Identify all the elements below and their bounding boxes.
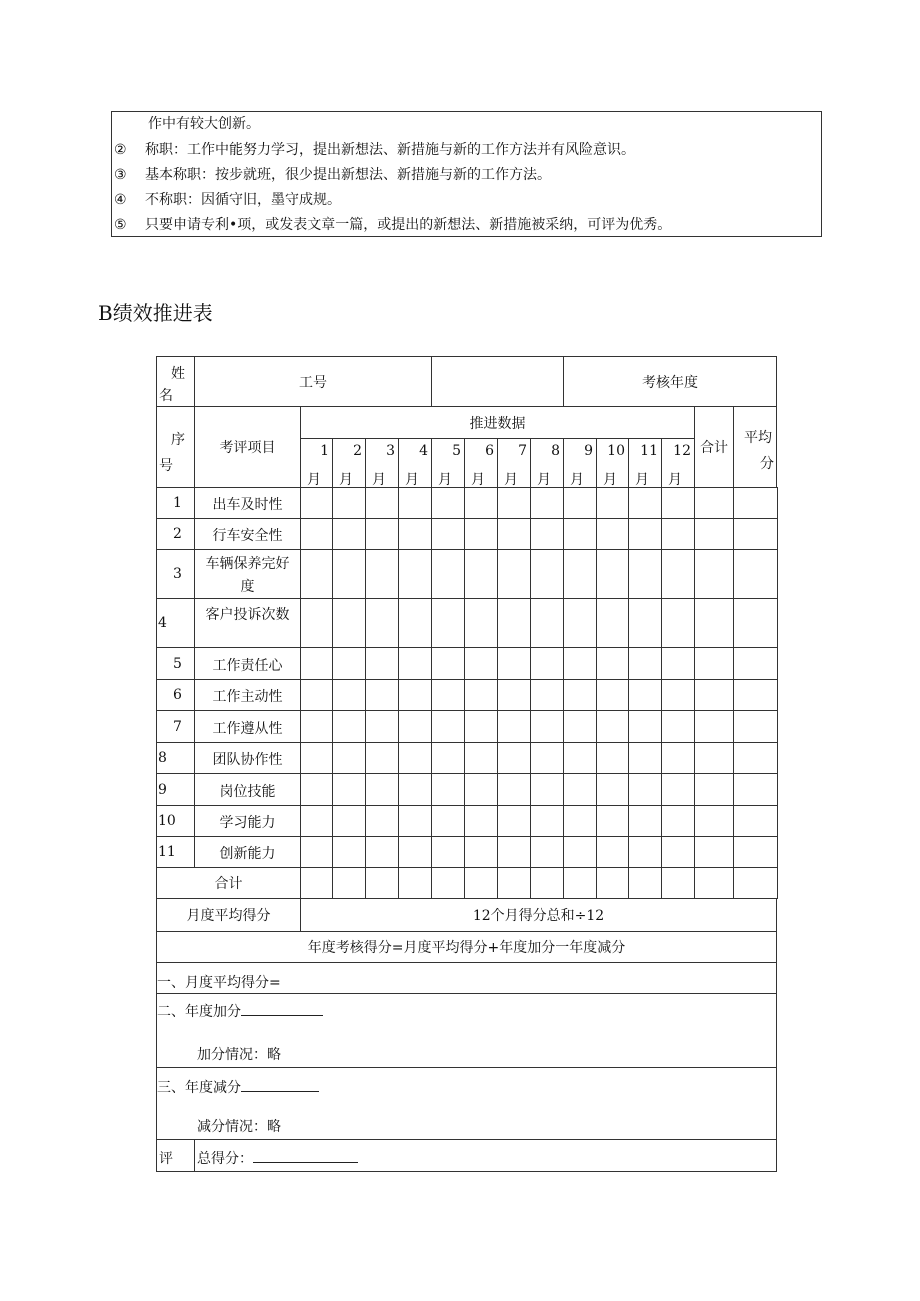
score-cell[interactable] <box>596 549 629 599</box>
score-cell[interactable] <box>497 742 531 774</box>
score-cell[interactable] <box>431 836 465 868</box>
job-number-label: 工号 <box>299 374 327 391</box>
month-number: 2 <box>353 443 362 459</box>
month-unit: 月 <box>635 472 649 488</box>
score-cell[interactable] <box>464 549 498 599</box>
score-cell[interactable] <box>365 773 399 806</box>
total-score-cell[interactable] <box>661 867 695 899</box>
score-cell[interactable] <box>733 773 778 806</box>
month-header <box>398 438 432 488</box>
score-cell[interactable] <box>464 598 498 648</box>
row-number: 2 <box>173 526 182 542</box>
row-number-cell <box>156 773 195 806</box>
score-cell[interactable] <box>563 487 597 519</box>
row-number-cell <box>156 647 195 680</box>
score-cell[interactable] <box>596 679 629 711</box>
row-number-cell <box>156 549 195 599</box>
total-score-cell[interactable] <box>398 867 432 899</box>
score-cell[interactable] <box>300 836 333 868</box>
month-unit: 月 <box>668 472 682 488</box>
score-cell[interactable] <box>530 487 564 519</box>
score-cell[interactable] <box>497 710 531 743</box>
total-row-label: 合计 <box>156 867 301 899</box>
score-cell[interactable] <box>694 836 734 868</box>
score-cell[interactable] <box>628 742 662 774</box>
score-cell[interactable] <box>365 710 399 743</box>
score-cell[interactable] <box>431 549 465 599</box>
year-cell[interactable] <box>563 356 777 407</box>
score-cell[interactable] <box>563 742 597 774</box>
score-cell[interactable] <box>497 773 531 806</box>
seq-header: 序 号 <box>156 406 195 488</box>
score-cell[interactable] <box>365 598 399 648</box>
row-item-cell <box>194 679 301 711</box>
month-header <box>431 438 465 488</box>
score-cell[interactable] <box>661 647 695 680</box>
month-header <box>628 438 662 488</box>
score-cell[interactable] <box>464 773 498 806</box>
score-cell[interactable] <box>398 549 432 599</box>
score-cell[interactable] <box>300 518 333 550</box>
score-cell[interactable] <box>300 742 333 774</box>
month-number: 10 <box>607 443 625 459</box>
score-cell[interactable] <box>332 710 366 743</box>
score-cell[interactable] <box>628 805 662 837</box>
score-cell[interactable] <box>596 710 629 743</box>
month-header <box>300 438 333 488</box>
score-cell[interactable] <box>530 836 564 868</box>
total-score-cell[interactable] <box>300 867 333 899</box>
score-cell[interactable] <box>628 710 662 743</box>
section-title: B绩效推进表 <box>98 301 213 325</box>
month-unit: 月 <box>603 472 617 488</box>
month-number: 8 <box>551 443 560 459</box>
month-unit: 月 <box>438 472 452 488</box>
month-number: 3 <box>386 443 395 459</box>
row-number: 3 <box>173 566 182 582</box>
score-cell[interactable] <box>733 647 778 680</box>
total-score-cell[interactable] <box>497 867 531 899</box>
score-cell[interactable] <box>398 487 432 519</box>
name-label-cell: 姓 名 <box>156 356 195 407</box>
score-cell[interactable] <box>628 518 662 550</box>
month-number: 5 <box>452 443 461 459</box>
annual-formula: 年度考核得分=月度平均得分+年度加分一年度减分 <box>156 931 777 963</box>
score-cell[interactable] <box>464 518 498 550</box>
score-cell[interactable] <box>661 487 695 519</box>
score-cell[interactable] <box>530 742 564 774</box>
score-cell[interactable] <box>530 549 564 599</box>
score-cell[interactable] <box>733 836 778 868</box>
score-cell[interactable] <box>628 549 662 599</box>
score-cell[interactable] <box>300 598 333 648</box>
data-header: 推进数据 <box>300 406 695 439</box>
row-number-cell <box>156 805 195 837</box>
row-number-cell <box>156 518 195 550</box>
row-number: 7 <box>173 718 182 735</box>
score-cell[interactable] <box>300 679 333 711</box>
total-score-cell[interactable] <box>332 867 366 899</box>
month-header <box>530 438 564 488</box>
eval-label-cell: 评 <box>156 1139 195 1172</box>
row-number-cell <box>156 742 195 774</box>
score-cell[interactable] <box>300 487 333 519</box>
score-cell[interactable] <box>300 805 333 837</box>
score-cell[interactable] <box>661 518 695 550</box>
score-cell[interactable] <box>694 742 734 774</box>
score-cell[interactable] <box>661 598 695 648</box>
score-cell[interactable] <box>596 647 629 680</box>
row-item-name: 行车安全性 <box>212 528 283 544</box>
score-cell[interactable] <box>733 598 778 648</box>
score-cell[interactable] <box>733 710 778 743</box>
score-cell[interactable] <box>431 518 465 550</box>
row-item-cell <box>194 710 301 743</box>
score-cell[interactable] <box>563 710 597 743</box>
total-score-underline[interactable] <box>253 1148 358 1163</box>
score-cell[interactable] <box>332 805 366 837</box>
score-cell[interactable] <box>497 647 531 680</box>
score-cell[interactable] <box>628 773 662 806</box>
month-header <box>563 438 597 488</box>
score-cell[interactable] <box>332 598 366 648</box>
score-cell[interactable] <box>596 836 629 868</box>
row-number-cell <box>156 710 195 743</box>
row-item-cell <box>194 487 301 519</box>
score-cell[interactable] <box>563 805 597 837</box>
month-unit: 月 <box>372 472 386 488</box>
score-cell[interactable] <box>694 598 734 648</box>
score-cell[interactable] <box>661 773 695 806</box>
month-header <box>596 438 629 488</box>
annual-deduction-row[interactable]: 三、年度减分 减分情况：略 <box>156 1067 777 1140</box>
score-cell[interactable] <box>464 679 498 711</box>
score-cell[interactable] <box>563 679 597 711</box>
score-cell[interactable] <box>365 679 399 711</box>
month-unit: 月 <box>339 472 353 488</box>
score-cell[interactable] <box>431 805 465 837</box>
row-number: 9 <box>158 781 167 798</box>
month-unit: 月 <box>405 472 419 488</box>
row-item-name: 客户投诉次数 <box>205 607 290 623</box>
score-cell[interactable] <box>300 647 333 680</box>
row-item-name: 岗位技能 <box>219 783 276 800</box>
row-number: 10 <box>158 813 176 829</box>
score-cell[interactable] <box>431 598 465 648</box>
score-cell[interactable] <box>563 773 597 806</box>
month-number: 7 <box>518 443 527 459</box>
month-number: 4 <box>419 443 428 459</box>
score-cell[interactable] <box>398 836 432 868</box>
score-cell[interactable] <box>530 679 564 711</box>
month-header <box>464 438 498 488</box>
score-cell[interactable] <box>661 549 695 599</box>
total-score-cell[interactable] <box>530 867 564 899</box>
score-cell[interactable] <box>563 518 597 550</box>
row-item-cell <box>194 518 301 550</box>
score-cell[interactable] <box>464 647 498 680</box>
score-cell[interactable] <box>365 836 399 868</box>
score-cell[interactable] <box>694 710 734 743</box>
score-cell[interactable] <box>300 549 333 599</box>
row-item-cell <box>194 598 301 648</box>
total-score-cell[interactable] <box>431 867 465 899</box>
score-cell[interactable] <box>596 742 629 774</box>
score-cell[interactable] <box>300 710 333 743</box>
row-item-name-line2: 度 <box>240 579 255 595</box>
score-cell[interactable] <box>733 487 778 519</box>
score-cell[interactable] <box>431 742 465 774</box>
score-cell[interactable] <box>464 836 498 868</box>
row-item-name: 工作遵从性 <box>212 720 283 737</box>
score-cell[interactable] <box>628 836 662 868</box>
month-number: 11 <box>640 443 658 459</box>
score-cell[interactable] <box>398 742 432 774</box>
score-cell[interactable] <box>661 836 695 868</box>
score-cell[interactable] <box>530 805 564 837</box>
score-cell[interactable] <box>464 487 498 519</box>
score-cell[interactable] <box>733 679 778 711</box>
score-cell[interactable] <box>661 679 695 711</box>
score-cell[interactable] <box>628 598 662 648</box>
score-cell[interactable] <box>398 647 432 680</box>
score-cell[interactable] <box>694 773 734 806</box>
row-number-cell <box>156 598 195 648</box>
month-unit: 月 <box>471 472 485 488</box>
year-label: 考核年度 <box>642 374 698 391</box>
score-cell[interactable] <box>497 518 531 550</box>
score-cell[interactable] <box>398 598 432 648</box>
score-cell[interactable] <box>398 518 432 550</box>
row-number: 4 <box>158 615 167 631</box>
score-cell[interactable] <box>733 549 778 599</box>
score-cell[interactable] <box>596 598 629 648</box>
month-header <box>365 438 399 488</box>
score-cell[interactable] <box>332 518 366 550</box>
row-number: 1 <box>173 495 182 511</box>
row-number: 8 <box>158 750 167 766</box>
row-item-cell <box>194 805 301 837</box>
month-header <box>661 438 695 488</box>
score-cell[interactable] <box>464 710 498 743</box>
score-cell[interactable] <box>431 679 465 711</box>
total-score-cell[interactable] <box>628 867 662 899</box>
score-cell[interactable] <box>596 487 629 519</box>
avg-header: 平均 分 <box>733 406 777 488</box>
score-cell[interactable] <box>332 773 366 806</box>
score-cell[interactable] <box>431 487 465 519</box>
score-cell[interactable] <box>628 647 662 680</box>
score-cell[interactable] <box>332 679 366 711</box>
total-score-cell[interactable] <box>733 867 778 899</box>
month-number: 1 <box>320 443 329 459</box>
score-cell[interactable] <box>596 773 629 806</box>
bonus-underline[interactable] <box>241 1001 323 1016</box>
row-item-cell <box>194 742 301 774</box>
total-score-cell[interactable] <box>596 867 629 899</box>
score-cell[interactable] <box>332 487 366 519</box>
total-score-cell[interactable] <box>464 867 498 899</box>
score-cell[interactable] <box>563 647 597 680</box>
monthly-avg-score-row[interactable]: 一、月度平均得分= <box>156 962 777 994</box>
score-cell[interactable] <box>365 549 399 599</box>
row-number-cell <box>156 836 195 868</box>
row-number-cell <box>156 487 195 519</box>
row-number-cell <box>156 679 195 711</box>
row-item-cell <box>194 773 301 806</box>
row-item-cell <box>194 647 301 680</box>
score-cell[interactable] <box>365 647 399 680</box>
score-cell[interactable] <box>596 805 629 837</box>
score-cell[interactable] <box>733 742 778 774</box>
score-cell[interactable] <box>628 487 662 519</box>
row-item-name: 学习能力 <box>219 815 276 831</box>
row-item-name: 车辆保养完好 <box>205 556 290 572</box>
month-unit: 月 <box>570 472 584 488</box>
row-item-name: 创新能力 <box>219 846 276 862</box>
month-header <box>332 438 366 488</box>
total-score-cell[interactable] <box>365 867 399 899</box>
score-cell[interactable] <box>365 742 399 774</box>
score-cell[interactable] <box>365 487 399 519</box>
month-unit: 月 <box>307 472 321 488</box>
score-cell[interactable] <box>661 805 695 837</box>
month-unit: 月 <box>504 472 518 488</box>
score-cell[interactable] <box>694 805 734 837</box>
month-header <box>497 438 531 488</box>
name-value-cell[interactable] <box>194 356 432 407</box>
score-cell[interactable] <box>497 487 531 519</box>
score-cell[interactable] <box>530 773 564 806</box>
row-number: 5 <box>173 655 182 672</box>
score-cell[interactable] <box>563 598 597 648</box>
annual-bonus-row[interactable]: 二、年度加分 加分情况：略 <box>156 993 777 1068</box>
month-number: 9 <box>584 443 593 459</box>
score-cell[interactable] <box>530 647 564 680</box>
row-item-name: 团队协作性 <box>212 752 283 768</box>
monthly-avg-label: 月度平均得分 <box>156 898 301 932</box>
score-cell[interactable] <box>661 742 695 774</box>
score-cell[interactable] <box>332 742 366 774</box>
score-cell[interactable] <box>563 836 597 868</box>
score-cell[interactable] <box>596 518 629 550</box>
criteria-box: 作中有较大创新。 ② 称职：工作中能努力学习，提出新想法、新措施与新的工作方法并有风险意识。 ③ 基本称职：按步就班，很少提出新想法、新措施与新的工作方法。 ④ 不称职：因循守旧，墨守成规。 ⑤ 只要申请专利•项，或发表文章一篇，或提出的新想法、新措施被采纳，可评为优秀。 <box>111 111 822 237</box>
score-cell[interactable] <box>398 710 432 743</box>
score-cell[interactable] <box>332 836 366 868</box>
month-number: 12 <box>673 443 691 459</box>
score-cell[interactable] <box>563 549 597 599</box>
score-cell[interactable] <box>398 773 432 806</box>
total-score-cell[interactable] <box>563 867 597 899</box>
score-cell[interactable] <box>464 742 498 774</box>
score-cell[interactable] <box>332 549 366 599</box>
total-score-cell[interactable]: 总得分： <box>194 1139 777 1172</box>
score-cell[interactable] <box>398 805 432 837</box>
row-item-name: 工作责任心 <box>212 657 283 674</box>
score-cell[interactable] <box>497 836 531 868</box>
score-cell[interactable] <box>431 647 465 680</box>
score-cell[interactable] <box>431 710 465 743</box>
row-item-cell <box>194 549 301 599</box>
score-cell[interactable] <box>365 805 399 837</box>
monthly-avg-formula: 12个月得分总和÷12 <box>300 898 777 932</box>
total-score-cell[interactable] <box>694 867 734 899</box>
score-cell[interactable] <box>733 518 778 550</box>
score-cell[interactable] <box>733 805 778 837</box>
score-cell[interactable] <box>694 487 734 519</box>
score-cell[interactable] <box>300 773 333 806</box>
score-cell[interactable] <box>497 549 531 599</box>
row-number: 11 <box>158 844 176 860</box>
score-cell[interactable] <box>530 710 564 743</box>
month-number: 6 <box>485 443 494 459</box>
row-item-cell <box>194 836 301 868</box>
score-cell[interactable] <box>332 647 366 680</box>
deduct-underline[interactable] <box>241 1077 319 1092</box>
month-unit: 月 <box>537 472 551 488</box>
total-header: 合计 <box>694 406 734 488</box>
score-cell[interactable] <box>694 549 734 599</box>
score-cell[interactable] <box>431 773 465 806</box>
job-number-value-cell[interactable] <box>431 356 564 407</box>
score-cell[interactable] <box>365 518 399 550</box>
score-cell[interactable] <box>694 518 734 550</box>
score-cell[interactable] <box>497 679 531 711</box>
score-cell[interactable] <box>694 679 734 711</box>
performance-table <box>157 357 777 1172</box>
row-number: 6 <box>173 687 182 703</box>
row-item-name: 出车及时性 <box>212 497 283 513</box>
score-cell[interactable] <box>497 598 531 648</box>
score-cell[interactable] <box>398 679 432 711</box>
score-cell[interactable] <box>497 805 531 837</box>
score-cell[interactable] <box>464 805 498 837</box>
score-cell[interactable] <box>530 598 564 648</box>
score-cell[interactable] <box>661 710 695 743</box>
score-cell[interactable] <box>628 679 662 711</box>
score-cell[interactable] <box>694 647 734 680</box>
score-cell[interactable] <box>530 518 564 550</box>
item-header: 考评项目 <box>194 406 301 488</box>
row-item-name: 工作主动性 <box>212 689 283 705</box>
